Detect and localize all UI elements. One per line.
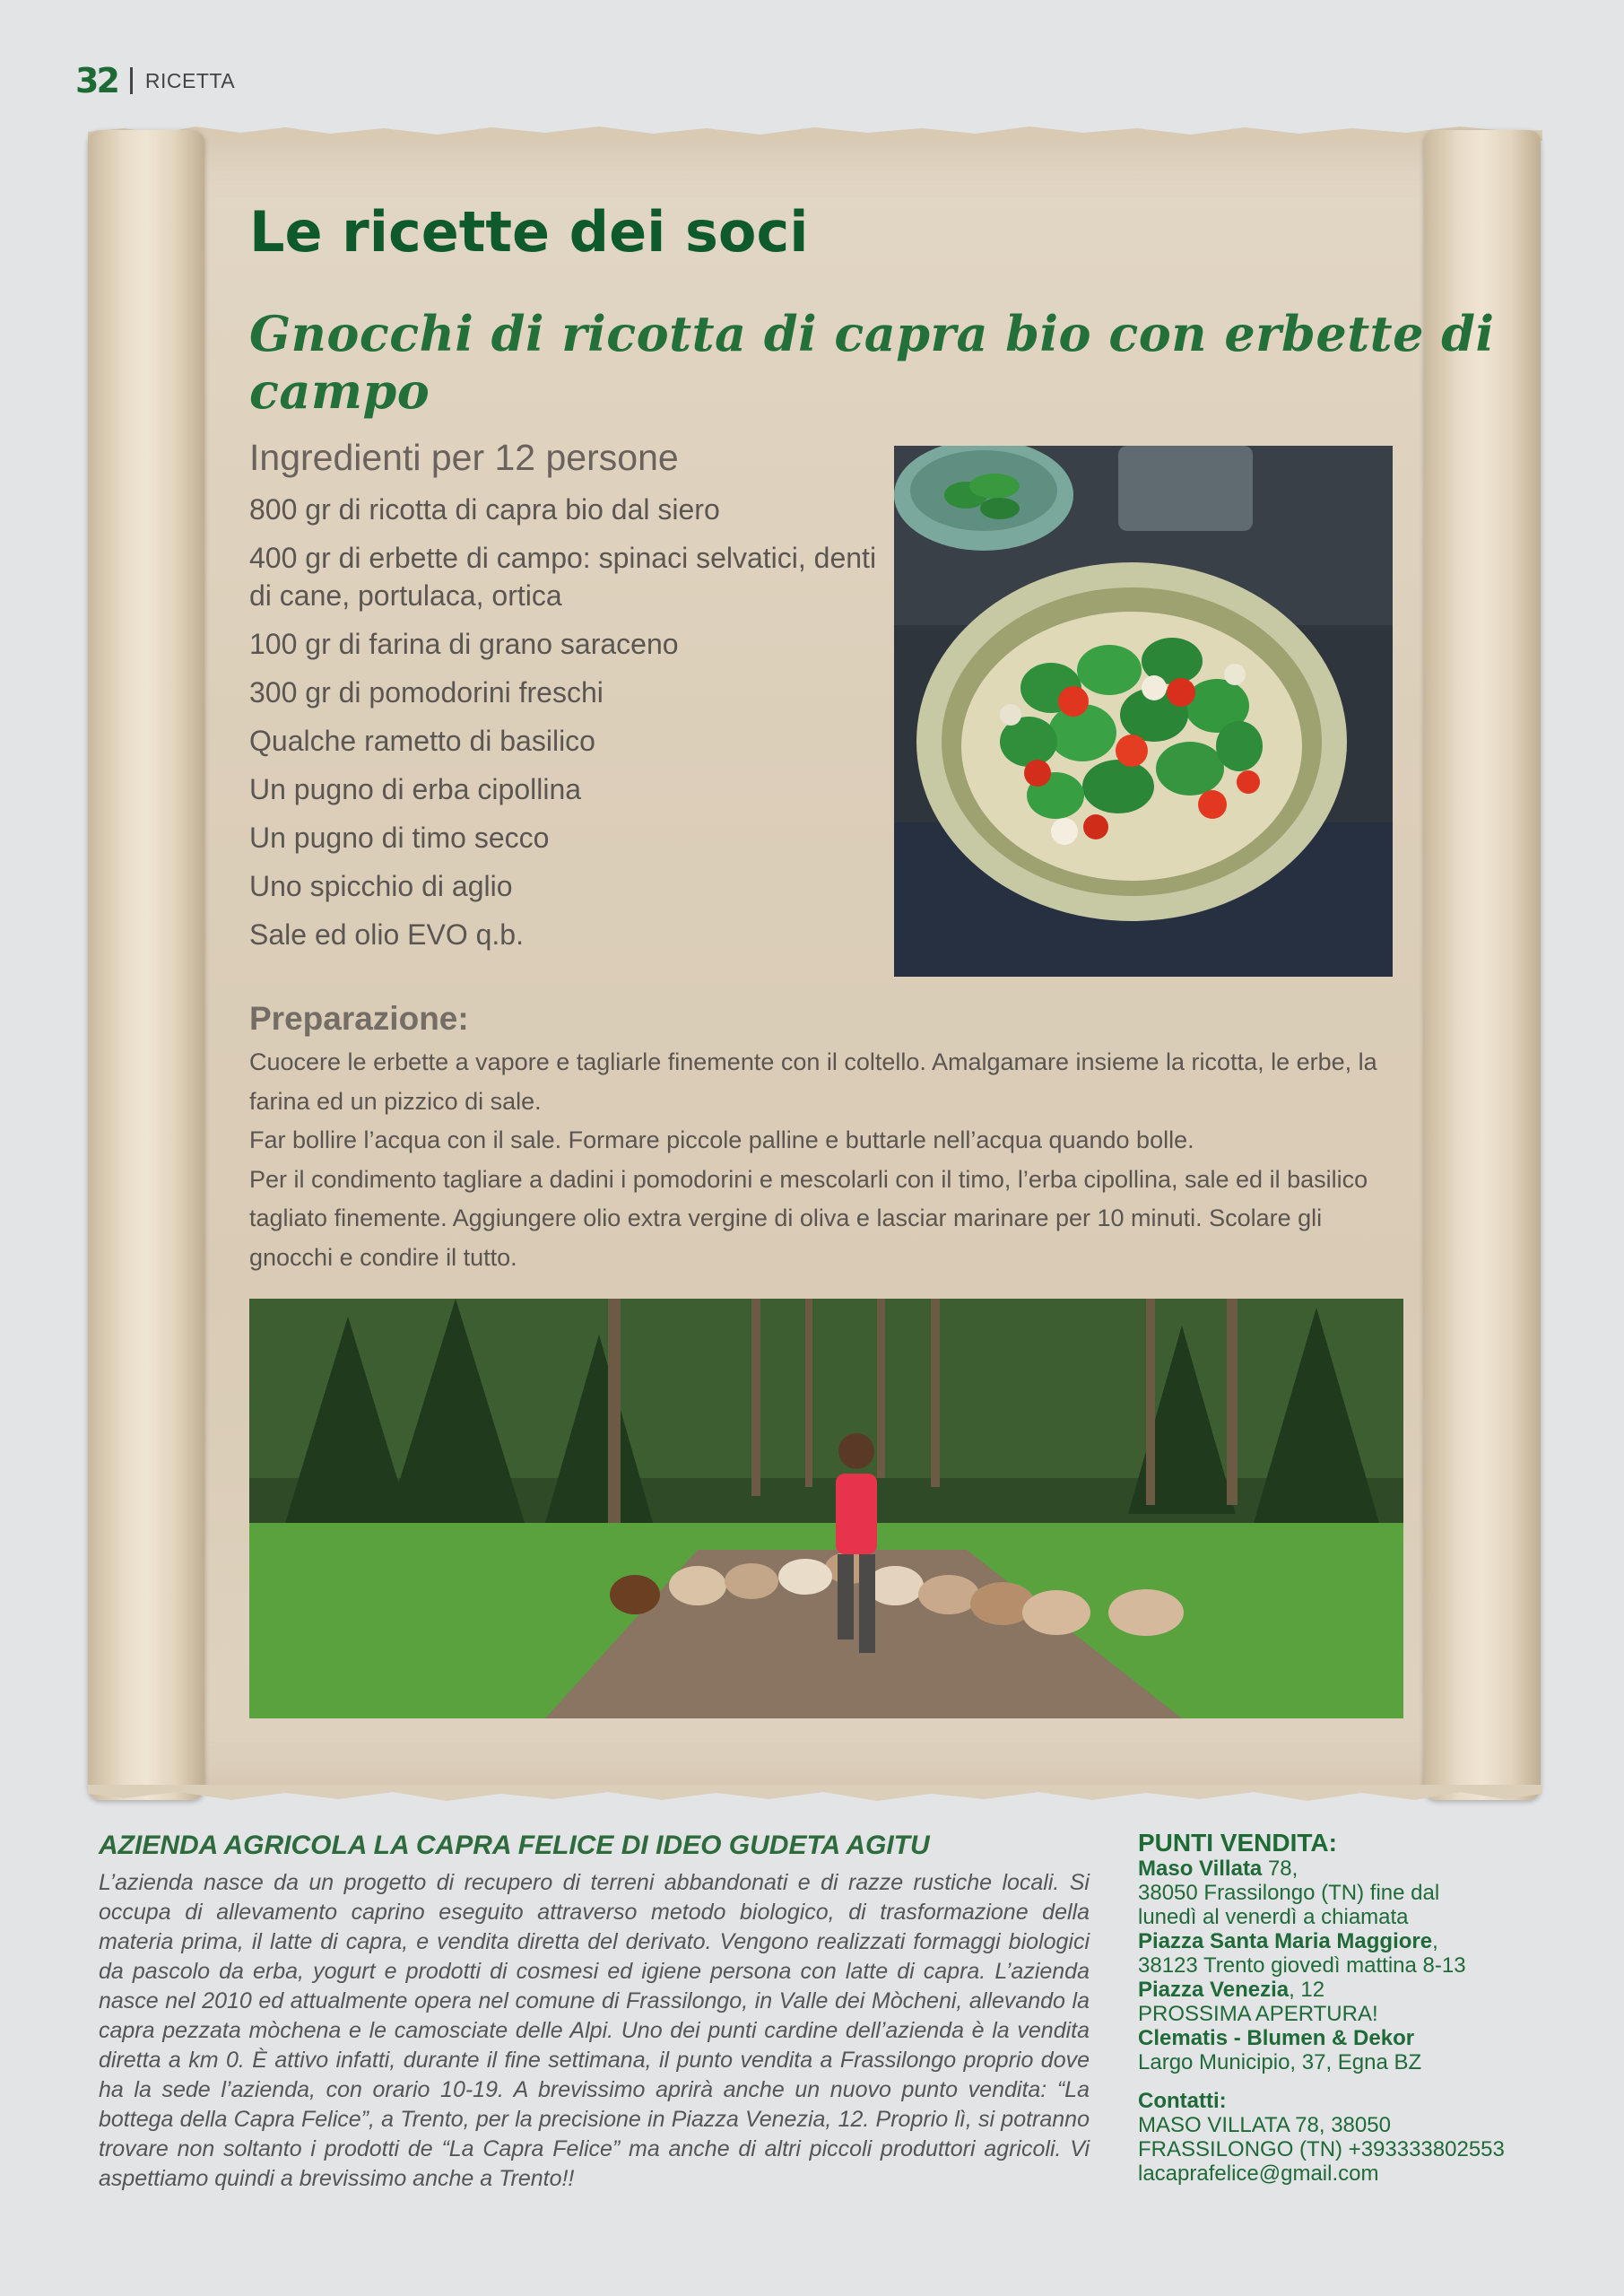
sales-point-name: Clematis - Blumen & Dekor (1138, 2026, 1415, 2050)
farm-title: AZIENDA AGRICOLA LA CAPRA FELICE DI IDEO GUDETA AGITU (99, 1831, 930, 1860)
sales-point-2-address: 38123 Trento giovedì mattina 8-13 (1138, 1953, 1466, 1978)
page-title: Le ricette dei soci (249, 199, 809, 265)
preparation-step: Far bollire l’acqua con il sale. Formare piccole palline e buttarle nell’acqua quando bolle. (249, 1126, 1194, 1153)
section-label: RICETTA (144, 68, 236, 92)
scroll-roll-left (88, 130, 204, 1800)
farm-description: L’azienda nasce da un progetto di recupero di terreni abbandonati e di razze rustiche locali. Si occupa di allevamento caprino eseguito attraverso metodo biologico, di trasformazione della materia prima, il latte di capra, e vendita diretta del derivato. Vengono realizzati formaggi biologici da pascolo da erba, yogurt e prodotti di cosmesi ed igiene persona con latte di capra. L’azienda nasce nel 2010 ed attualmente opera nel comune di Frassilongo, in Valle dei Mòcheni, allevando la capra pezzata mòchena e le camosciate delle Alpi. Uno dei punti cardine dell’azienda è la vendita diretta a km 0. È attivo infatti, durante il fine settimana, il punto vendita a Frassilongo proprio dove ha la sede l’azienda, con orario 10-19. A brevissimo aprirà anche un nuovo punto vendita: “La bottega della Capra Felice”, a Trento, per la precisione in Piazza Venezia, 12. Proprio lì, si potranno trovare non soltanto i prodotti de “La Capra Felice” ma anche di altri piccoli produttori agricoli. Vi aspettiamo quindi a brevissimo anche a Trento!! (99, 1870, 1090, 2191)
ingredient-item: 300 gr di pomodorini freschi (249, 676, 604, 709)
contacts-title: Contatti: (1138, 2089, 1227, 2113)
gnocchi-photo (894, 446, 1393, 977)
sales-points-panel (1138, 1831, 1515, 2186)
sales-point-name: Piazza Santa Maria Maggiore (1138, 1929, 1433, 1953)
sales-point-1-address: 38050 Frassilongo (TN) fine dal (1138, 1881, 1440, 1905)
sales-point-3-note: PROSSIMA APERTURA! (1138, 2002, 1378, 2026)
sales-point-4 (1138, 2026, 1515, 2050)
sales-point-4-address: Largo Municipio, 37, Egna BZ (1138, 2050, 1422, 2074)
sales-points-title: PUNTI VENDITA: (1138, 1829, 1337, 1857)
ingredient-item: Sale ed olio EVO q.b. (249, 918, 524, 951)
ingredient-item: Uno spicchio di aglio (249, 870, 513, 902)
goat-herd-photo (249, 1299, 1403, 1718)
preparation-step: Cuocere le erbette a vapore e tagliarle finemente con il coltello. Amalgamare insieme la ricotta, le erbe, la farina ed un pizzico di sale. (249, 1048, 1377, 1115)
preparation-heading: Preparazione: (249, 1000, 469, 1037)
sales-point-name: Maso Villata (1138, 1857, 1263, 1881)
preparation-text (249, 1043, 1397, 1277)
ingredient-item: 400 gr di erbette di campo: spinaci selvatici, denti di cane, portulaca, ortica (249, 542, 877, 612)
header-divider (130, 67, 133, 94)
ingredients-list (249, 491, 895, 964)
contact-phone: FRASSILONGO (TN) +393333802553 (1138, 2137, 1505, 2161)
page-header (75, 63, 235, 99)
sales-point-punct: , (1432, 1929, 1438, 1953)
ingredient-item: Qualche rametto di basilico (249, 725, 595, 757)
sales-point-1-hours: lunedì al venerdì a chiamata (1138, 1905, 1409, 1929)
contact-email[interactable]: lacaprafelice@gmail.com (1138, 2161, 1379, 2186)
preparation-step: Per il condimento tagliare a dadini i pomodorini e mescolarli con il timo, l’erba cipollina, sale ed il basilico tagliato finemente. Aggiungere olio extra vergine di oliva e lasciar marinare per 10 minuti. Scolare gli gnocchi e condire il tutto. (249, 1165, 1368, 1271)
ingredients-heading: Ingredienti per 12 persone (249, 437, 679, 478)
sales-point-number: 78, (1262, 1857, 1298, 1881)
page-number: 32 (75, 61, 117, 100)
sales-point-3 (1138, 1978, 1515, 2002)
sales-point-1 (1138, 1857, 1515, 1881)
sales-point-name: Piazza Venezia (1138, 1978, 1290, 2002)
ingredient-item: Un pugno di erba cipollina (249, 773, 582, 805)
ingredient-item: 800 gr di ricotta di capra bio dal siero (249, 493, 720, 526)
ingredient-item: Un pugno di timo secco (249, 822, 550, 854)
recipe-subtitle: Gnocchi di ricotta di capra bio con erbette di campo (249, 305, 1495, 420)
torn-edge-top (88, 123, 1542, 141)
contact-address: MASO VILLATA 78, 38050 (1138, 2113, 1391, 2137)
torn-edge-bottom (88, 1785, 1542, 1805)
sales-point-number: , 12 (1289, 1978, 1325, 2002)
ingredient-item: 100 gr di farina di grano saraceno (249, 628, 679, 660)
sales-point-2 (1138, 1929, 1515, 1953)
